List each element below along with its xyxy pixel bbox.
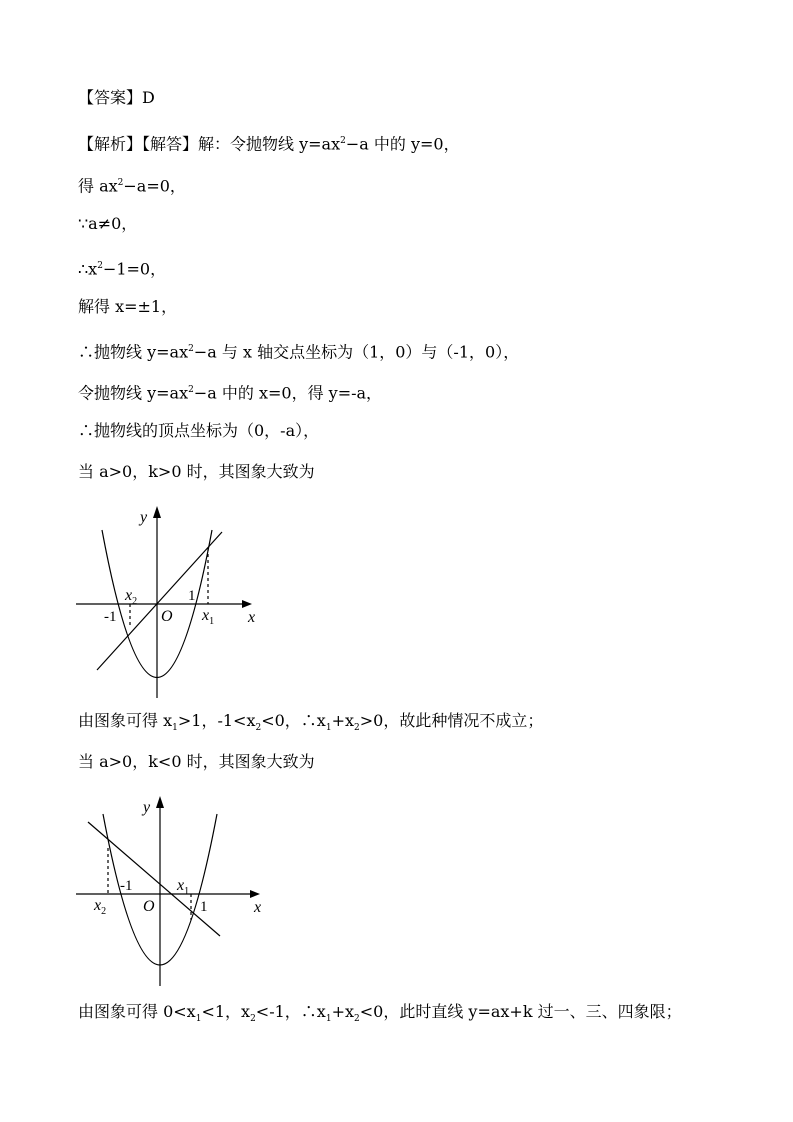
- one-label: 1: [188, 588, 196, 604]
- x-label: x: [248, 609, 256, 626]
- line-12: 当 a>0，k<0 时，其图象大致为: [78, 752, 315, 771]
- analysis-line: 【解析】【解答】解：令抛物线 $y=ax^2-a$ 中的 y=0，: [78, 134, 460, 154]
- line-10: 当 a>0，k>0 时，其图象大致为: [78, 462, 315, 481]
- y-label: y: [143, 799, 151, 816]
- x-axis-arrow-icon: [250, 890, 260, 898]
- neg-one-label: -1: [120, 878, 133, 894]
- line-11: 由图象可得 $x_1>1$，$-1<x_2<0$，$\therefore x_1+x_2>0$，故此种情况不成立；: [78, 711, 544, 734]
- line-3: 得 $ax^2-a=0$，: [78, 176, 186, 196]
- graph-2: [70, 790, 275, 995]
- y-axis-arrow-icon: [156, 796, 164, 808]
- y-label: y: [140, 509, 148, 526]
- line-7: ∴抛物线 $y=ax^2-a$ 与 x 轴交点坐标为（1，0）与（-1，0），: [78, 342, 520, 362]
- line-4: ∵a≠0，: [78, 214, 138, 233]
- line-6: 解得 x=±1，: [78, 297, 178, 316]
- line-5: $\therefore x^2-1=0$，: [78, 259, 167, 279]
- x2-label: $x_2$: [94, 897, 107, 917]
- line-13: 由图象可得 $0<x_1<1$，$x_2<-1$，$\therefore x_1+x_2<0$，此时直线 y=ax+k 过一、三、四象限；: [78, 1002, 682, 1025]
- graph-1: [70, 500, 270, 710]
- y-axis-arrow-icon: [153, 506, 161, 518]
- neg-one-label: -1: [104, 609, 117, 625]
- line-8: 令抛物线 $y=ax^2-a$ 中的 x=0，得 y=-a，: [78, 383, 383, 403]
- x1-label: $x_1$: [202, 607, 215, 627]
- line-9: ∴抛物线的顶点坐标为（0，-a），: [78, 421, 320, 440]
- one-label: 1: [200, 899, 208, 915]
- x-axis-arrow-icon: [242, 600, 252, 608]
- x1-label: $x_1$: [177, 877, 190, 897]
- origin-label: O: [143, 898, 155, 915]
- x-label: x: [254, 899, 262, 916]
- answer-line: 【答案】D: [78, 88, 155, 107]
- line-y-kx: [97, 532, 222, 670]
- origin-label: O: [161, 608, 173, 625]
- x2-label: $x_2$: [125, 587, 138, 607]
